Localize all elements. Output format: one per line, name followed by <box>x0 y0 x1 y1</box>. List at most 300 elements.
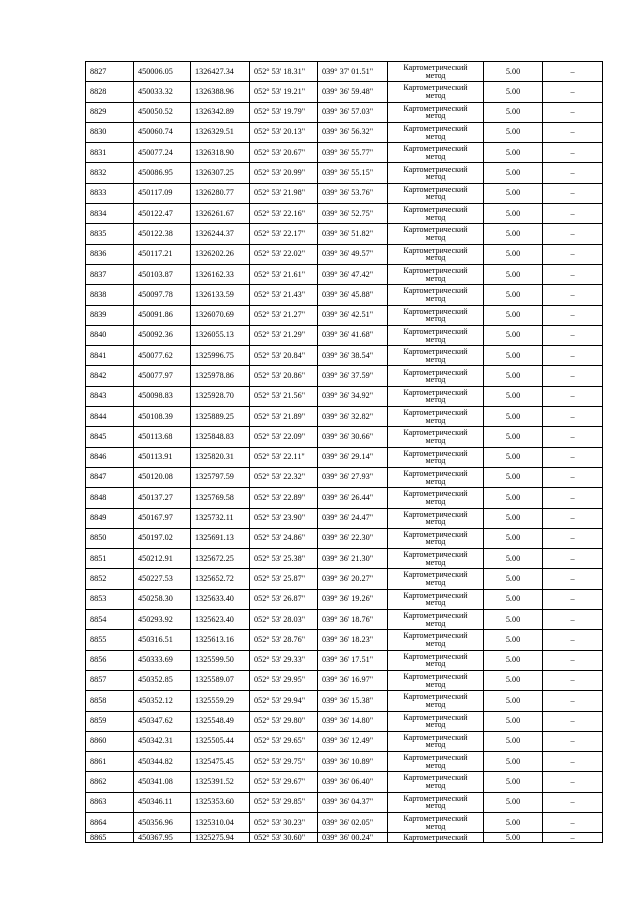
accuracy-cell: 5.00 <box>484 244 543 264</box>
note-cell: – <box>543 691 603 711</box>
table-row <box>86 62 603 82</box>
longitude-cell: 039° 36' 55.15" <box>318 163 388 183</box>
y-coordinate-cell: 1325797.59 <box>191 467 250 487</box>
accuracy-cell: 5.00 <box>484 102 543 122</box>
method-line-2: метод <box>425 151 446 161</box>
table-row <box>86 691 603 711</box>
method-line-2: метод <box>425 659 446 669</box>
table-row <box>86 650 603 670</box>
x-coordinate-cell: 450342.31 <box>134 731 191 751</box>
longitude-cell: 039° 36' 20.27" <box>318 569 388 589</box>
accuracy-cell: 5.00 <box>484 204 543 224</box>
y-coordinate-cell: 1325769.58 <box>191 488 250 508</box>
method-line-1: Картометрический <box>403 123 468 133</box>
table-row <box>86 264 603 284</box>
method-cell <box>388 488 484 508</box>
x-coordinate-cell: 450212.91 <box>134 549 191 569</box>
method-cell <box>388 691 484 711</box>
method-line-1: Картометрический <box>403 570 468 580</box>
table-row <box>86 325 603 345</box>
point-number-cell: 8849 <box>86 508 134 528</box>
longitude-cell: 039° 36' 00.24" <box>318 833 388 843</box>
note-cell: – <box>543 508 603 528</box>
note-cell: – <box>543 610 603 630</box>
point-number-cell: 8855 <box>86 630 134 650</box>
table-row <box>86 630 603 650</box>
latitude-cell: 052° 53' 22.17" <box>250 224 318 244</box>
table-row <box>86 772 603 792</box>
method-line-1: Картометрический <box>403 793 468 803</box>
y-coordinate-cell: 1325996.75 <box>191 346 250 366</box>
latitude-cell: 052° 53' 29.95" <box>250 670 318 690</box>
y-coordinate-cell: 1325559.29 <box>191 691 250 711</box>
x-coordinate-cell: 450227.53 <box>134 569 191 589</box>
longitude-cell: 039° 36' 53.76" <box>318 183 388 203</box>
method-line-2: метод <box>425 557 446 567</box>
method-line-2: метод <box>425 699 446 709</box>
method-cell <box>388 812 484 832</box>
point-number-cell: 8831 <box>86 143 134 163</box>
accuracy-cell: 5.00 <box>484 752 543 772</box>
y-coordinate-cell: 1325391.52 <box>191 772 250 792</box>
table-row <box>86 102 603 122</box>
accuracy-cell: 5.00 <box>484 407 543 427</box>
method-cell <box>388 528 484 548</box>
point-number-cell: 8846 <box>86 447 134 467</box>
table-row <box>86 589 603 609</box>
y-coordinate-cell: 1326329.51 <box>191 122 250 142</box>
accuracy-cell: 5.00 <box>484 82 543 102</box>
x-coordinate-cell: 450097.78 <box>134 285 191 305</box>
note-cell: – <box>543 183 603 203</box>
accuracy-cell: 5.00 <box>484 833 543 843</box>
point-number-cell: 8836 <box>86 244 134 264</box>
point-number-cell: 8857 <box>86 670 134 690</box>
point-number-cell: 8865 <box>86 833 134 843</box>
longitude-cell: 039° 36' 04.37" <box>318 792 388 812</box>
method-line-2: метод <box>425 618 446 628</box>
method-line-2: метод <box>425 578 446 588</box>
point-number-cell: 8853 <box>86 589 134 609</box>
method-line-2: метод <box>425 638 446 648</box>
x-coordinate-cell: 450092.36 <box>134 325 191 345</box>
method-cell <box>388 589 484 609</box>
y-coordinate-cell: 1326244.37 <box>191 224 250 244</box>
note-cell: – <box>543 772 603 792</box>
table-row <box>86 407 603 427</box>
method-cell <box>388 244 484 264</box>
x-coordinate-cell: 450346.11 <box>134 792 191 812</box>
accuracy-cell: 5.00 <box>484 183 543 203</box>
method-line-2: метод <box>425 415 446 425</box>
point-number-cell: 8863 <box>86 792 134 812</box>
point-number-cell: 8852 <box>86 569 134 589</box>
method-cell <box>388 183 484 203</box>
method-line-2: метод <box>425 781 446 791</box>
method-line-2: метод <box>425 456 446 466</box>
method-line-2: метод <box>425 314 446 324</box>
method-line-1: Картометрический <box>403 509 468 519</box>
method-line-1: Картометрический <box>403 266 468 276</box>
table-row <box>86 731 603 751</box>
y-coordinate-cell: 1326261.67 <box>191 204 250 224</box>
point-number-cell: 8856 <box>86 650 134 670</box>
x-coordinate-cell: 450077.24 <box>134 143 191 163</box>
accuracy-cell: 5.00 <box>484 630 543 650</box>
x-coordinate-cell: 450352.12 <box>134 691 191 711</box>
longitude-cell: 039° 36' 21.30" <box>318 549 388 569</box>
longitude-cell: 039° 36' 02.05" <box>318 812 388 832</box>
method-cell <box>388 731 484 751</box>
table-row <box>86 711 603 731</box>
x-coordinate-cell: 450103.87 <box>134 264 191 284</box>
latitude-cell: 052° 53' 28.76" <box>250 630 318 650</box>
method-line-1: Картометрический <box>403 712 468 722</box>
note-cell: – <box>543 711 603 731</box>
method-line-2: метод <box>425 720 446 730</box>
longitude-cell: 039° 36' 34.92" <box>318 386 388 406</box>
x-coordinate-cell: 450197.02 <box>134 528 191 548</box>
method-cell <box>388 447 484 467</box>
longitude-cell: 039° 36' 59.48" <box>318 82 388 102</box>
method-line-2: метод <box>425 760 446 770</box>
latitude-cell: 052° 53' 29.33" <box>250 650 318 670</box>
longitude-cell: 039° 36' 26.44" <box>318 488 388 508</box>
point-number-cell: 8828 <box>86 82 134 102</box>
y-coordinate-cell: 1326342.89 <box>191 102 250 122</box>
method-line-1: Картометрический <box>403 225 468 235</box>
method-line-1: Картометрический <box>403 326 468 336</box>
y-coordinate-cell: 1326427.34 <box>191 62 250 82</box>
table-row <box>86 833 603 843</box>
note-cell: – <box>543 244 603 264</box>
longitude-cell: 039° 36' 41.68" <box>318 325 388 345</box>
method-line-2: метод <box>425 172 446 182</box>
method-cell <box>388 467 484 487</box>
longitude-cell: 039° 36' 32.82" <box>318 407 388 427</box>
note-cell: – <box>543 143 603 163</box>
method-line-2: метод <box>425 334 446 344</box>
latitude-cell: 052° 53' 21.61" <box>250 264 318 284</box>
method-cell <box>388 264 484 284</box>
point-number-cell: 8864 <box>86 812 134 832</box>
method-line-2: метод <box>425 740 446 750</box>
document-page <box>85 61 602 843</box>
method-cell <box>388 204 484 224</box>
x-coordinate-cell: 450347.62 <box>134 711 191 731</box>
table-row <box>86 752 603 772</box>
y-coordinate-cell: 1325623.40 <box>191 610 250 630</box>
method-cell <box>388 508 484 528</box>
x-coordinate-cell: 450120.08 <box>134 467 191 487</box>
x-coordinate-cell: 450113.68 <box>134 427 191 447</box>
y-coordinate-cell: 1325691.13 <box>191 528 250 548</box>
y-coordinate-cell: 1325310.04 <box>191 812 250 832</box>
y-coordinate-cell: 1325732.11 <box>191 508 250 528</box>
note-cell: – <box>543 204 603 224</box>
note-cell: – <box>543 386 603 406</box>
method-line-2: метод <box>425 131 446 141</box>
method-cell <box>388 407 484 427</box>
longitude-cell: 039° 36' 22.30" <box>318 528 388 548</box>
latitude-cell: 052° 53' 19.79" <box>250 102 318 122</box>
method-line-1: Картометрический <box>403 83 468 93</box>
method-cell <box>388 366 484 386</box>
longitude-cell: 039° 36' 24.47" <box>318 508 388 528</box>
longitude-cell: 039° 36' 17.51" <box>318 650 388 670</box>
y-coordinate-cell: 1326133.59 <box>191 285 250 305</box>
method-line-2: метод <box>425 111 446 121</box>
table-row <box>86 549 603 569</box>
table-row <box>86 366 603 386</box>
x-coordinate-cell: 450293.92 <box>134 610 191 630</box>
note-cell: – <box>543 224 603 244</box>
longitude-cell: 039° 36' 30.66" <box>318 427 388 447</box>
y-coordinate-cell: 1325978.86 <box>191 366 250 386</box>
x-coordinate-cell: 450108.39 <box>134 407 191 427</box>
point-number-cell: 8851 <box>86 549 134 569</box>
method-line-2: метод <box>425 517 446 527</box>
note-cell: – <box>543 792 603 812</box>
table-row <box>86 488 603 508</box>
longitude-cell: 039° 36' 38.54" <box>318 346 388 366</box>
coordinates-table <box>85 61 603 843</box>
method-cell <box>388 62 484 82</box>
method-line-1: Картометрический <box>403 347 468 357</box>
y-coordinate-cell: 1326318.90 <box>191 143 250 163</box>
note-cell: – <box>543 630 603 650</box>
note-cell: – <box>543 305 603 325</box>
longitude-cell: 039° 36' 15.38" <box>318 691 388 711</box>
y-coordinate-cell: 1326055.13 <box>191 325 250 345</box>
accuracy-cell: 5.00 <box>484 691 543 711</box>
point-number-cell: 8842 <box>86 366 134 386</box>
latitude-cell: 052° 53' 30.60" <box>250 833 318 843</box>
longitude-cell: 039° 36' 51.82" <box>318 224 388 244</box>
longitude-cell: 039° 36' 14.80" <box>318 711 388 731</box>
x-coordinate-cell: 450341.08 <box>134 772 191 792</box>
latitude-cell: 052° 53' 29.94" <box>250 691 318 711</box>
note-cell: – <box>543 325 603 345</box>
method-line-2: метод <box>425 821 446 831</box>
accuracy-cell: 5.00 <box>484 62 543 82</box>
point-number-cell: 8848 <box>86 488 134 508</box>
table-row <box>86 122 603 142</box>
accuracy-cell: 5.00 <box>484 447 543 467</box>
table-row <box>86 244 603 264</box>
method-line-2: метод <box>425 273 446 283</box>
method-line-1: Картометрический <box>403 651 468 661</box>
x-coordinate-cell: 450122.47 <box>134 204 191 224</box>
note-cell: – <box>543 264 603 284</box>
latitude-cell: 052° 53' 22.32" <box>250 467 318 487</box>
method-line-1: Картометрический <box>403 184 468 194</box>
longitude-cell: 039° 36' 55.77" <box>318 143 388 163</box>
method-line-1: Картометрический <box>403 63 468 73</box>
latitude-cell: 052° 53' 25.87" <box>250 569 318 589</box>
method-cell <box>388 143 484 163</box>
longitude-cell: 039° 36' 18.23" <box>318 630 388 650</box>
table-row <box>86 467 603 487</box>
accuracy-cell: 5.00 <box>484 488 543 508</box>
accuracy-cell: 5.00 <box>484 264 543 284</box>
method-line-1: Картометрический <box>403 367 468 377</box>
method-cell <box>388 833 484 843</box>
method-line-1: Картометрический <box>403 671 468 681</box>
latitude-cell: 052° 53' 22.89" <box>250 488 318 508</box>
table-row <box>86 508 603 528</box>
y-coordinate-cell: 1326388.96 <box>191 82 250 102</box>
method-line-1: Картометрический <box>403 732 468 742</box>
latitude-cell: 052° 53' 20.86" <box>250 366 318 386</box>
y-coordinate-cell: 1325353.60 <box>191 792 250 812</box>
method-line-1: Картометрический <box>403 631 468 641</box>
longitude-cell: 039° 36' 57.03" <box>318 102 388 122</box>
accuracy-cell: 5.00 <box>484 305 543 325</box>
method-line-2: метод <box>425 537 446 547</box>
x-coordinate-cell: 450006.05 <box>134 62 191 82</box>
accuracy-cell: 5.00 <box>484 670 543 690</box>
method-cell <box>388 630 484 650</box>
accuracy-cell: 5.00 <box>484 427 543 447</box>
method-cell <box>388 305 484 325</box>
method-line-2: метод <box>425 233 446 243</box>
point-number-cell: 8832 <box>86 163 134 183</box>
accuracy-cell: 5.00 <box>484 650 543 670</box>
point-number-cell: 8854 <box>86 610 134 630</box>
y-coordinate-cell: 1325475.45 <box>191 752 250 772</box>
latitude-cell: 052° 53' 22.09" <box>250 427 318 447</box>
method-cell <box>388 122 484 142</box>
table-row <box>86 163 603 183</box>
latitude-cell: 052° 53' 21.89" <box>250 407 318 427</box>
x-coordinate-cell: 450117.21 <box>134 244 191 264</box>
latitude-cell: 052° 53' 29.67" <box>250 772 318 792</box>
note-cell: – <box>543 366 603 386</box>
point-number-cell: 8841 <box>86 346 134 366</box>
point-number-cell: 8827 <box>86 62 134 82</box>
accuracy-cell: 5.00 <box>484 610 543 630</box>
accuracy-cell: 5.00 <box>484 143 543 163</box>
method-line-1: Картометрический <box>403 428 468 438</box>
table-row <box>86 427 603 447</box>
table-row <box>86 183 603 203</box>
point-number-cell: 8835 <box>86 224 134 244</box>
accuracy-cell: 5.00 <box>484 386 543 406</box>
x-coordinate-cell: 450316.51 <box>134 630 191 650</box>
table-row <box>86 670 603 690</box>
y-coordinate-cell: 1325599.50 <box>191 650 250 670</box>
longitude-cell: 039° 36' 49.57" <box>318 244 388 264</box>
latitude-cell: 052° 53' 22.11" <box>250 447 318 467</box>
latitude-cell: 052° 53' 30.23" <box>250 812 318 832</box>
method-line-1: Картометрический <box>403 489 468 499</box>
x-coordinate-cell: 450367.95 <box>134 833 191 843</box>
note-cell: – <box>543 447 603 467</box>
note-cell: – <box>543 752 603 772</box>
point-number-cell: 8840 <box>86 325 134 345</box>
table-row <box>86 528 603 548</box>
method-line-2: метод <box>425 192 446 202</box>
accuracy-cell: 5.00 <box>484 508 543 528</box>
y-coordinate-cell: 1326162.33 <box>191 264 250 284</box>
table-row <box>86 224 603 244</box>
method-line-2: метод <box>425 496 446 506</box>
method-cell <box>388 610 484 630</box>
point-number-cell: 8833 <box>86 183 134 203</box>
point-number-cell: 8845 <box>86 427 134 447</box>
method-line-2: метод <box>425 801 446 811</box>
latitude-cell: 052° 53' 22.16" <box>250 204 318 224</box>
x-coordinate-cell: 450258.30 <box>134 589 191 609</box>
latitude-cell: 052° 53' 29.80" <box>250 711 318 731</box>
point-number-cell: 8858 <box>86 691 134 711</box>
method-cell <box>388 670 484 690</box>
longitude-cell: 039° 36' 06.40" <box>318 772 388 792</box>
x-coordinate-cell: 450098.83 <box>134 386 191 406</box>
method-line-1: Картометрический <box>403 144 468 154</box>
table-row <box>86 305 603 325</box>
latitude-cell: 052° 53' 29.75" <box>250 752 318 772</box>
note-cell: – <box>543 82 603 102</box>
latitude-cell: 052° 53' 20.67" <box>250 143 318 163</box>
method-cell <box>388 792 484 812</box>
method-line-2: метод <box>425 435 446 445</box>
accuracy-cell: 5.00 <box>484 163 543 183</box>
accuracy-cell: 5.00 <box>484 224 543 244</box>
method-line-1: Картометрический <box>403 408 468 418</box>
accuracy-cell: 5.00 <box>484 346 543 366</box>
x-coordinate-cell: 450086.95 <box>134 163 191 183</box>
method-line-1: Картометрический <box>403 529 468 539</box>
latitude-cell: 052° 53' 26.87" <box>250 589 318 609</box>
latitude-cell: 052° 53' 24.86" <box>250 528 318 548</box>
y-coordinate-cell: 1325928.70 <box>191 386 250 406</box>
y-coordinate-cell: 1325548.49 <box>191 711 250 731</box>
table-row <box>86 204 603 224</box>
method-cell <box>388 711 484 731</box>
point-number-cell: 8850 <box>86 528 134 548</box>
accuracy-cell: 5.00 <box>484 122 543 142</box>
method-line-1: Картометрический <box>403 550 468 560</box>
accuracy-cell: 5.00 <box>484 467 543 487</box>
longitude-cell: 039° 36' 52.75" <box>318 204 388 224</box>
method-line-1: Картометрический <box>403 753 468 763</box>
point-number-cell: 8847 <box>86 467 134 487</box>
longitude-cell: 039° 36' 45.88" <box>318 285 388 305</box>
y-coordinate-cell: 1325820.31 <box>191 447 250 467</box>
method-line-2: метод <box>425 476 446 486</box>
latitude-cell: 052° 53' 21.29" <box>250 325 318 345</box>
method-cell <box>388 772 484 792</box>
x-coordinate-cell: 450033.32 <box>134 82 191 102</box>
x-coordinate-cell: 450137.27 <box>134 488 191 508</box>
accuracy-cell: 5.00 <box>484 589 543 609</box>
method-cell <box>388 102 484 122</box>
method-line-2: метод <box>425 354 446 364</box>
table-row <box>86 792 603 812</box>
x-coordinate-cell: 450077.62 <box>134 346 191 366</box>
note-cell: – <box>543 467 603 487</box>
y-coordinate-cell: 1325889.25 <box>191 407 250 427</box>
point-number-cell: 8838 <box>86 285 134 305</box>
note-cell: – <box>543 528 603 548</box>
y-coordinate-cell: 1325505.44 <box>191 731 250 751</box>
method-line-2: метод <box>425 253 446 263</box>
x-coordinate-cell: 450077.97 <box>134 366 191 386</box>
point-number-cell: 8844 <box>86 407 134 427</box>
method-line-1: Картометрический <box>403 590 468 600</box>
